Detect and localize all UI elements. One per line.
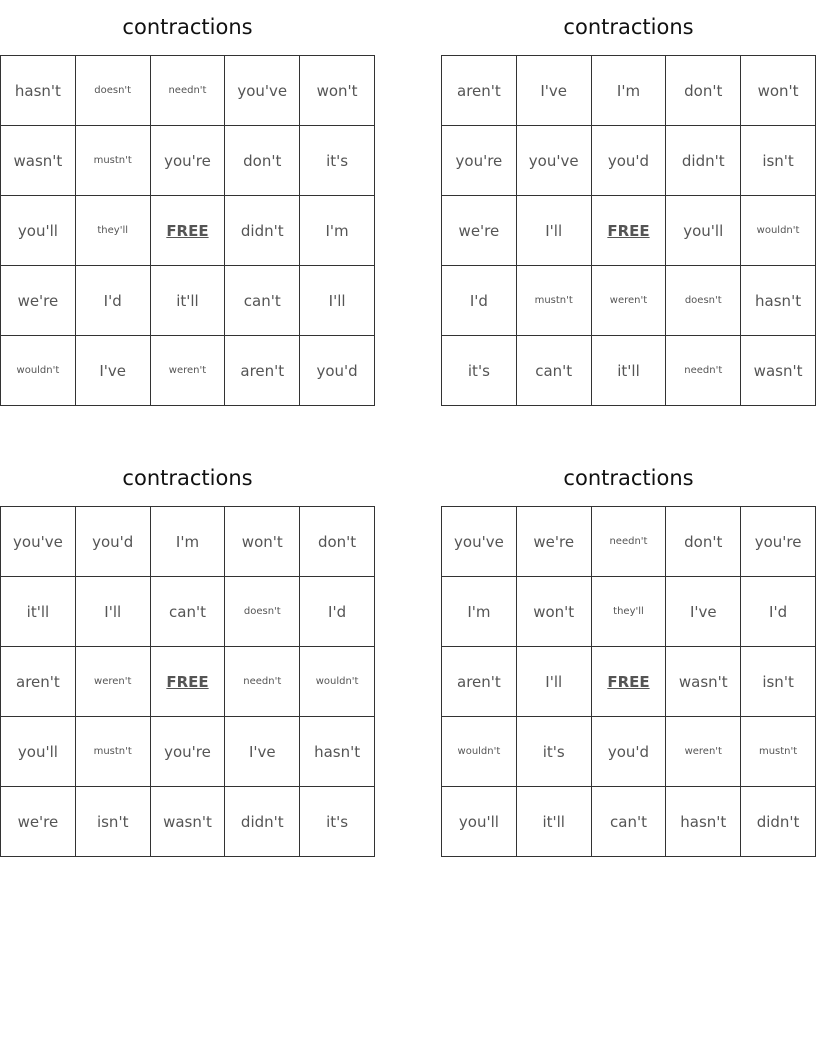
bingo-grid [0, 55, 375, 406]
grid-cell: you've [225, 56, 300, 126]
grid-cell: won't [300, 56, 375, 126]
grid-row [442, 717, 816, 787]
grid-cell: mustn't [741, 717, 816, 787]
grid-cell: I'm [300, 196, 375, 266]
grid-cell: weren't [666, 717, 741, 787]
bingo-grid [441, 55, 816, 406]
grid-cell: wouldn't [300, 647, 375, 717]
grid-cell: wouldn't [1, 336, 76, 406]
grid-row [442, 787, 816, 857]
grid-row [442, 196, 816, 266]
card-title: contractions [122, 15, 253, 39]
grid-cell: it's [300, 126, 375, 196]
grid-row [442, 577, 816, 647]
grid-cell: weren't [591, 266, 666, 336]
grid-cell: aren't [1, 647, 76, 717]
grid-cell: hasn't [300, 717, 375, 787]
grid-cell: hasn't [666, 787, 741, 857]
grid-cell: can't [150, 577, 225, 647]
grid-cell: you're [150, 717, 225, 787]
grid-cell: hasn't [741, 266, 816, 336]
grid-cell: you've [1, 507, 76, 577]
grid-cell: can't [591, 787, 666, 857]
grid-cell: I'd [75, 266, 150, 336]
grid-row [1, 647, 375, 717]
grid-cell: I'd [442, 266, 517, 336]
grid-cell: I'm [150, 507, 225, 577]
grid-cell: I'm [442, 577, 517, 647]
grid-cell: needn't [150, 56, 225, 126]
free-space: FREE [591, 196, 666, 266]
grid-cell: wasn't [666, 647, 741, 717]
grid-cell: you're [741, 507, 816, 577]
grid-row [442, 266, 816, 336]
grid-cell: it's [516, 717, 591, 787]
grid-cell: I'll [516, 196, 591, 266]
grid-cell: we're [1, 266, 76, 336]
grid-cell: didn't [225, 196, 300, 266]
grid-cell: don't [666, 507, 741, 577]
grid-cell: hasn't [1, 56, 76, 126]
grid-cell: it'll [591, 336, 666, 406]
grid-cell: it's [442, 336, 517, 406]
grid-cell: you've [516, 126, 591, 196]
grid-cell: you'd [75, 507, 150, 577]
grid-cell: aren't [225, 336, 300, 406]
grid-cell: I'll [75, 577, 150, 647]
grid-cell: you'll [1, 717, 76, 787]
grid-cell: don't [300, 507, 375, 577]
grid-cell: you'll [666, 196, 741, 266]
grid-cell: didn't [225, 787, 300, 857]
grid-cell: it'll [1, 577, 76, 647]
grid-cell: don't [225, 126, 300, 196]
grid-cell: isn't [741, 126, 816, 196]
grid-row [442, 126, 816, 196]
grid-cell: we're [442, 196, 517, 266]
grid-cell: aren't [442, 56, 517, 126]
grid-cell: weren't [75, 647, 150, 717]
grid-cell: they'll [75, 196, 150, 266]
grid-cell: won't [516, 577, 591, 647]
grid-cell: isn't [741, 647, 816, 717]
grid-cell: needn't [591, 507, 666, 577]
grid-row [1, 126, 375, 196]
grid-row [442, 336, 816, 406]
bingo-grid [441, 506, 816, 857]
free-space: FREE [591, 647, 666, 717]
grid-row [1, 336, 375, 406]
grid-cell: mustn't [516, 266, 591, 336]
grid-cell: I've [75, 336, 150, 406]
grid-cell: I'll [300, 266, 375, 336]
grid-row [1, 266, 375, 336]
grid-cell: I'd [300, 577, 375, 647]
grid-row [1, 56, 375, 126]
grid-cell: doesn't [666, 266, 741, 336]
grid-cell: we're [1, 787, 76, 857]
grid-cell: I've [225, 717, 300, 787]
free-space: FREE [150, 196, 225, 266]
grid-cell: you'd [591, 126, 666, 196]
grid-cell: won't [225, 507, 300, 577]
grid-row [442, 507, 816, 577]
grid-cell: it'll [516, 787, 591, 857]
grid-cell: didn't [666, 126, 741, 196]
grid-cell: can't [516, 336, 591, 406]
grid-cell: doesn't [225, 577, 300, 647]
grid-cell: wouldn't [741, 196, 816, 266]
grid-cell: you'll [1, 196, 76, 266]
grid-cell: didn't [741, 787, 816, 857]
grid-cell: can't [225, 266, 300, 336]
grid-cell: isn't [75, 787, 150, 857]
grid-cell: needn't [225, 647, 300, 717]
grid-row [442, 647, 816, 717]
grid-row [1, 787, 375, 857]
grid-cell: you're [442, 126, 517, 196]
grid-cell: they'll [591, 577, 666, 647]
grid-cell: mustn't [75, 717, 150, 787]
grid-cell: wouldn't [442, 717, 517, 787]
free-space: FREE [150, 647, 225, 717]
grid-cell: you're [150, 126, 225, 196]
grid-cell: you'd [591, 717, 666, 787]
grid-cell: mustn't [75, 126, 150, 196]
grid-cell: I've [516, 56, 591, 126]
grid-cell: you'll [442, 787, 517, 857]
grid-cell: I'd [741, 577, 816, 647]
grid-cell: it's [300, 787, 375, 857]
grid-cell: don't [666, 56, 741, 126]
grid-row [442, 56, 816, 126]
grid-cell: doesn't [75, 56, 150, 126]
grid-row [1, 717, 375, 787]
grid-cell: I'll [516, 647, 591, 717]
grid-cell: wasn't [741, 336, 816, 406]
grid-cell: wasn't [1, 126, 76, 196]
grid-cell: you've [442, 507, 517, 577]
grid-cell: I'm [591, 56, 666, 126]
grid-cell: wasn't [150, 787, 225, 857]
card-title: contractions [563, 15, 694, 39]
grid-cell: weren't [150, 336, 225, 406]
grid-cell: won't [741, 56, 816, 126]
grid-cell: it'll [150, 266, 225, 336]
grid-row [1, 196, 375, 266]
grid-cell: I've [666, 577, 741, 647]
grid-cell: aren't [442, 647, 517, 717]
grid-cell: we're [516, 507, 591, 577]
bingo-grid [0, 506, 375, 857]
grid-row [1, 577, 375, 647]
grid-cell: you'd [300, 336, 375, 406]
card-title: contractions [122, 466, 253, 490]
grid-cell: needn't [666, 336, 741, 406]
card-title: contractions [563, 466, 694, 490]
grid-row [1, 507, 375, 577]
